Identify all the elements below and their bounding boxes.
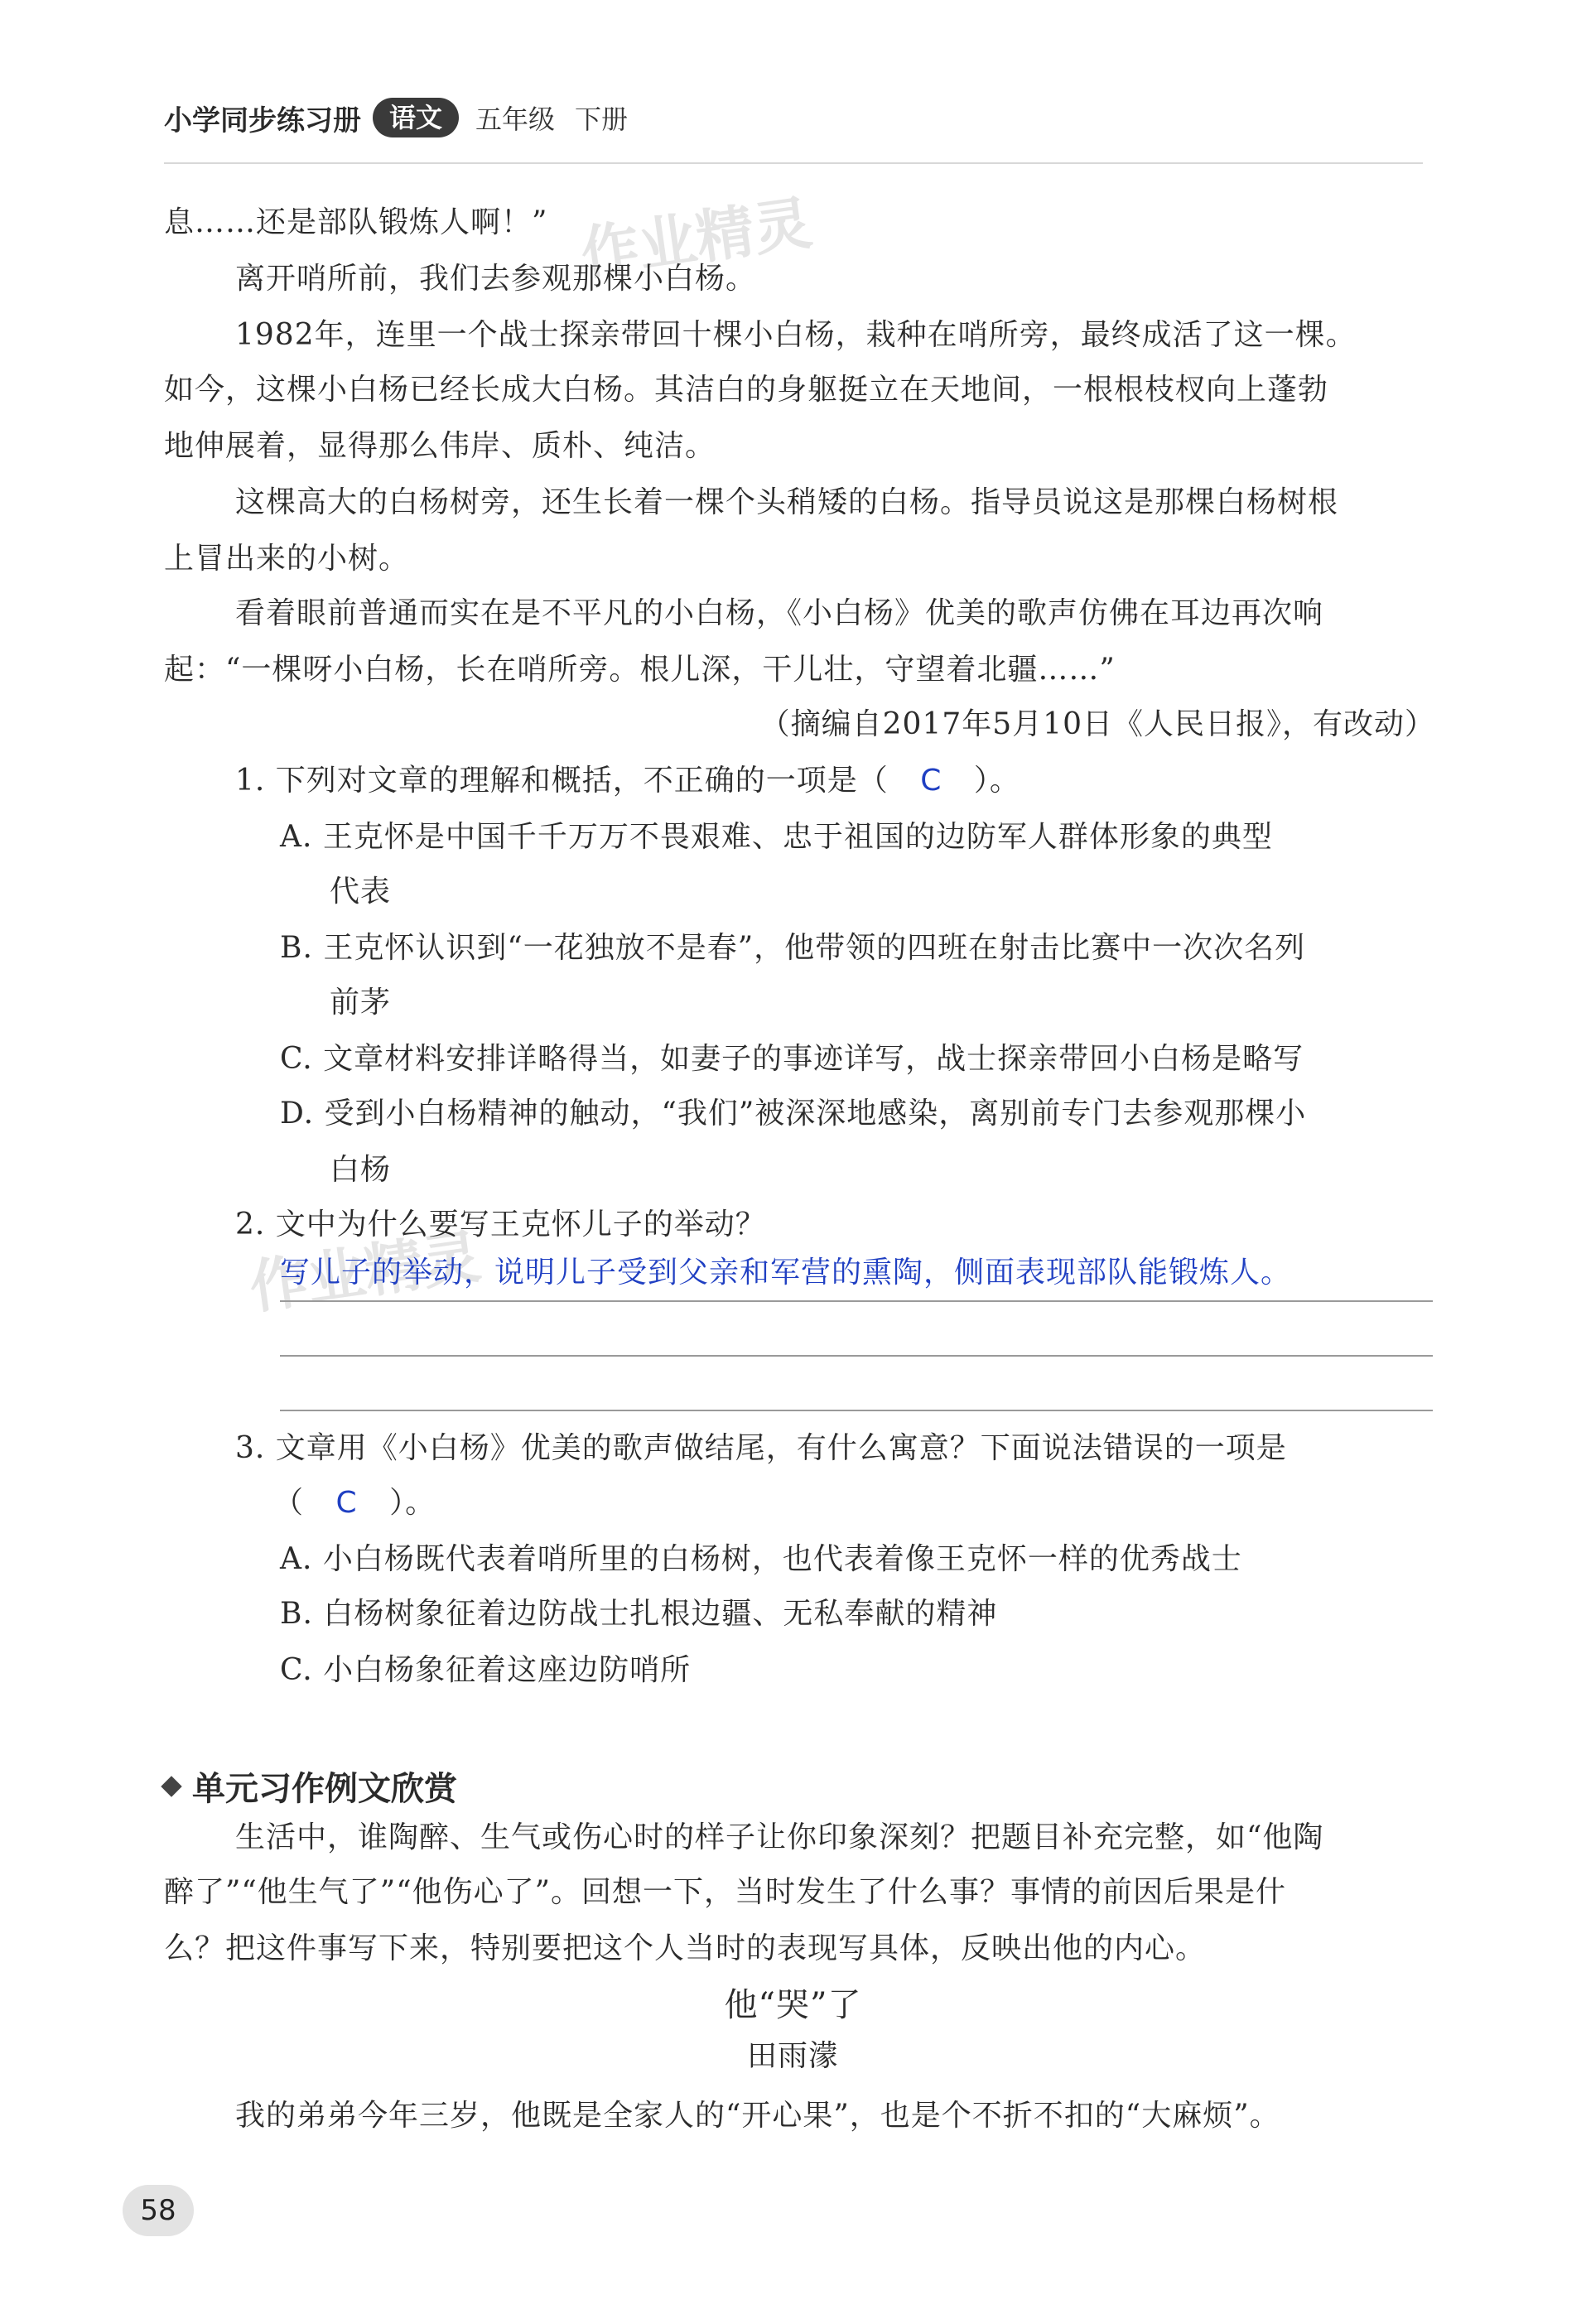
question-3: 3. 文章用《小白杨》优美的歌声做结尾，有什么寓意？下面说法错误的一项是 [235, 1431, 1287, 1465]
story-line: 如今，这棵小白杨已经长成大白杨。其洁白的身躯挺立在天地间，一根根枝杈向上蓬勃 [164, 373, 1329, 407]
story-line: 看着眼前普通而实在是不平凡的小白杨，《小白杨》优美的歌声仿佛在耳边再次响 [235, 596, 1324, 630]
answer-line [280, 1300, 1433, 1302]
option-1a: A. 王克怀是中国千千万万不畏艰难、忠于祖国的边防军人群体形象的典型 [280, 820, 1273, 854]
book-title: 小学同步练习册 [164, 104, 361, 137]
story-line: 上冒出来的小树。 [164, 542, 410, 576]
header-divider [164, 162, 1423, 164]
story-line: 1982年，连里一个战士探亲带回十棵小白杨，栽种在哨所旁，最终成活了这一棵。 [235, 318, 1357, 352]
prompt-line: 醉了”“他生气了”“他伤心了”。回想一下，当时发生了什么事？事情的前因后果是什 [164, 1875, 1287, 1909]
volume-label: 下册 [575, 104, 629, 135]
prompt-line: 生活中，谁陶醉、生气或伤心时的样子让你印象深刻？把题目补充完整，如“他陶 [235, 1820, 1324, 1854]
question-3-blank: （ C ）。 [273, 1486, 436, 1520]
essay-author: 田雨濛 [746, 2039, 839, 2073]
answer-line [280, 1410, 1433, 1411]
source-citation: （摘编自2017年5月10日《人民日报》，有改动） [759, 707, 1435, 741]
option-3b: B. 白杨树象征着边防战士扎根边疆、无私奉献的精神 [280, 1597, 998, 1631]
option-1d: D. 受到小白杨精神的触动，“我们”被深深地感染，离别前专门去参观那棵小 [280, 1097, 1307, 1131]
subject-badge: 语文 [373, 98, 459, 137]
diamond-bullet-icon [161, 1776, 181, 1796]
story-line: 离开哨所前，我们去参观那棵小白杨。 [235, 262, 757, 296]
option-1c: C. 文章材料安排详略得当，如妻子的事迹详写，战士探亲带回小白杨是略写 [280, 1042, 1304, 1076]
section-heading: 单元习作例文欣赏 [164, 1762, 457, 1810]
story-line: 这棵高大的白杨树旁，还生长着一棵个头稍矮的白杨。指导员说这是那棵白杨树根 [235, 485, 1339, 519]
option-1a-cont: 代表 [330, 875, 392, 909]
option-1d-cont: 白杨 [330, 1153, 392, 1187]
page-header [164, 93, 628, 142]
option-3c: C. 小白杨象征着这座边防哨所 [280, 1653, 692, 1687]
page-number: 58 [123, 2185, 194, 2236]
grade-label: 五年级 [475, 104, 556, 135]
essay-first-line: 我的弟弟今年三岁，他既是全家人的“开心果”，也是个不折不扣的“大麻烦”。 [235, 2099, 1280, 2133]
question-1: 1. 下列对文章的理解和概括，不正确的一项是（ C ）。 [235, 764, 1020, 798]
answer-2: 写儿子的举动，说明儿子受到父亲和军营的熏陶，侧面表现部队能锻炼人。 [280, 1256, 1292, 1290]
watermark-logo: 作业精灵 [245, 1222, 485, 1323]
answer-3: C [335, 1486, 358, 1520]
option-1b-cont: 前茅 [330, 986, 392, 1020]
story-line: 息……还是部队锻炼人啊！” [164, 205, 548, 239]
story-line: 地伸展着，显得那么伟岸、质朴、纯洁。 [164, 429, 716, 463]
option-1b: B. 王克怀认识到“一花独放不是春”，他带领的四班在射击比赛中一次次名列 [280, 931, 1306, 965]
answer-line [280, 1355, 1433, 1357]
question-2: 2. 文中为什么要写王克怀儿子的举动？ [235, 1208, 766, 1242]
story-line: 起：“一棵呀小白杨，长在哨所旁。根儿深，干儿壮，守望着北疆……” [164, 653, 1116, 687]
essay-title: 他“哭”了 [724, 1986, 862, 2024]
answer-1: C [920, 764, 942, 798]
watermark-logo: 作业精灵 [576, 188, 817, 289]
option-3a: A. 小白杨既代表着哨所里的白杨树，也代表着像王克怀一样的优秀战士 [280, 1542, 1242, 1576]
prompt-line: 么？把这件事写下来，特别要把这个人当时的表现写具体，反映出他的内心。 [164, 1931, 1207, 1965]
